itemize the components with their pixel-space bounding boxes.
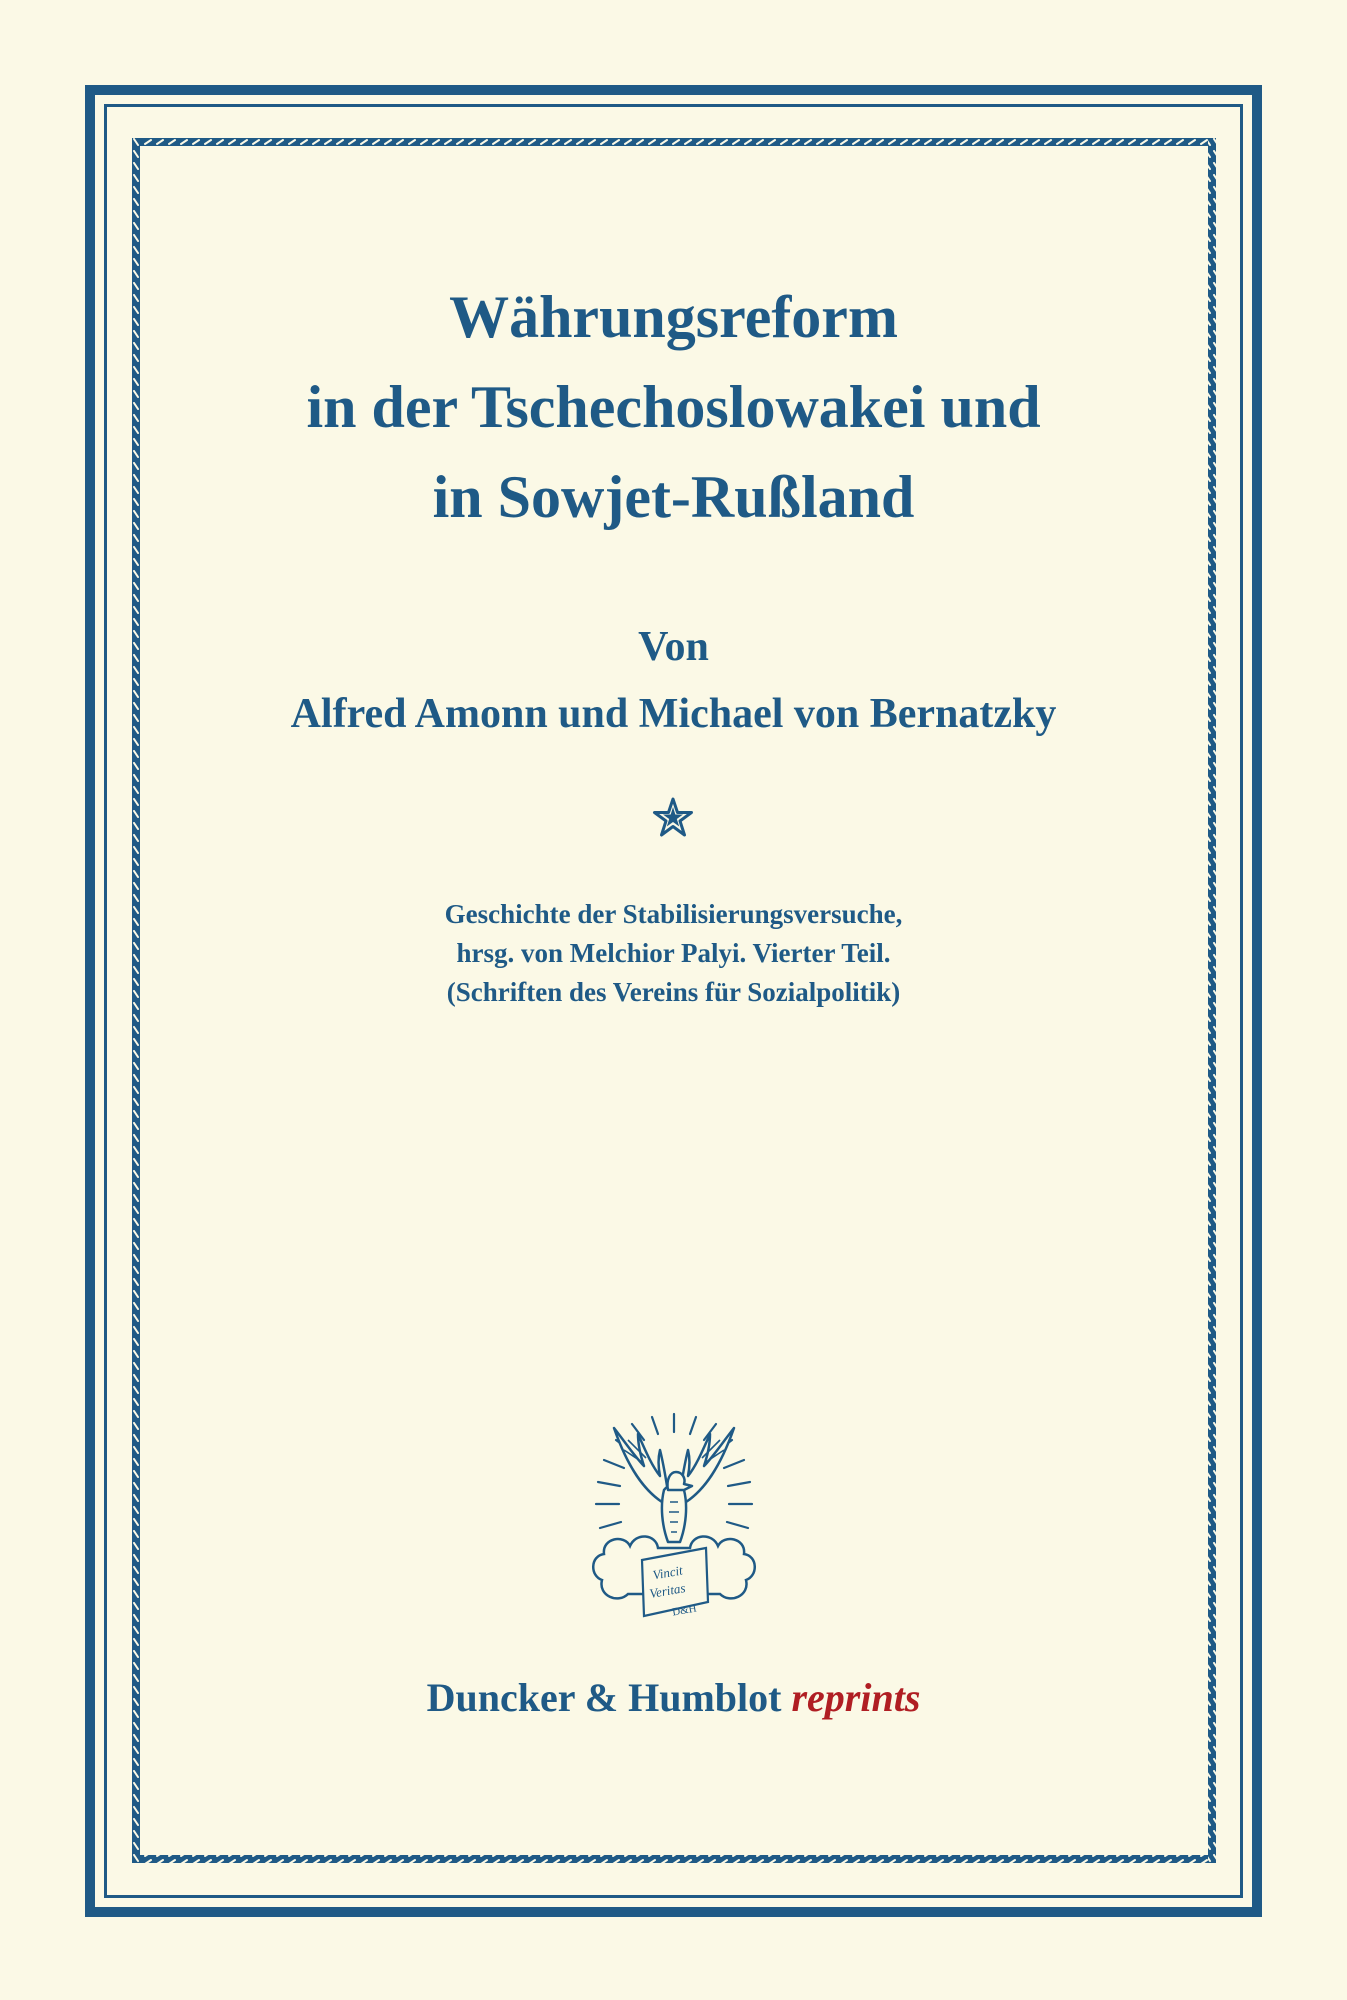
title-line-1: Währungsreform xyxy=(449,284,898,350)
svg-text:Veritas: Veritas xyxy=(648,1580,687,1602)
svg-text:D&H: D&H xyxy=(671,1602,698,1619)
publisher-imprint xyxy=(0,1672,1347,1724)
reprints-label: reprints xyxy=(791,1675,921,1720)
star-icon xyxy=(651,796,695,840)
authors: Alfred Amonn und Michael von Bernatzky xyxy=(290,691,1057,737)
book-title xyxy=(0,272,1347,542)
series-line-1: Geschichte der Stabilisierungsversuche, xyxy=(444,899,903,929)
title-line-2: in der Tschechoslowakei und xyxy=(306,374,1041,440)
series-note xyxy=(0,895,1347,1012)
series-line-3: (Schriften des Vereins für Sozialpolitik) xyxy=(446,977,901,1007)
publisher-name: Duncker & Humblot xyxy=(426,1675,782,1720)
byline-von: Von xyxy=(638,624,709,670)
eagle-emblem-icon xyxy=(584,1410,764,1626)
title-line-3: in Sowjet-Rußland xyxy=(432,464,915,530)
svg-text:Vincit: Vincit xyxy=(651,1562,684,1583)
series-line-2: hrsg. von Melchior Palyi. Vierter Teil. xyxy=(456,938,891,968)
